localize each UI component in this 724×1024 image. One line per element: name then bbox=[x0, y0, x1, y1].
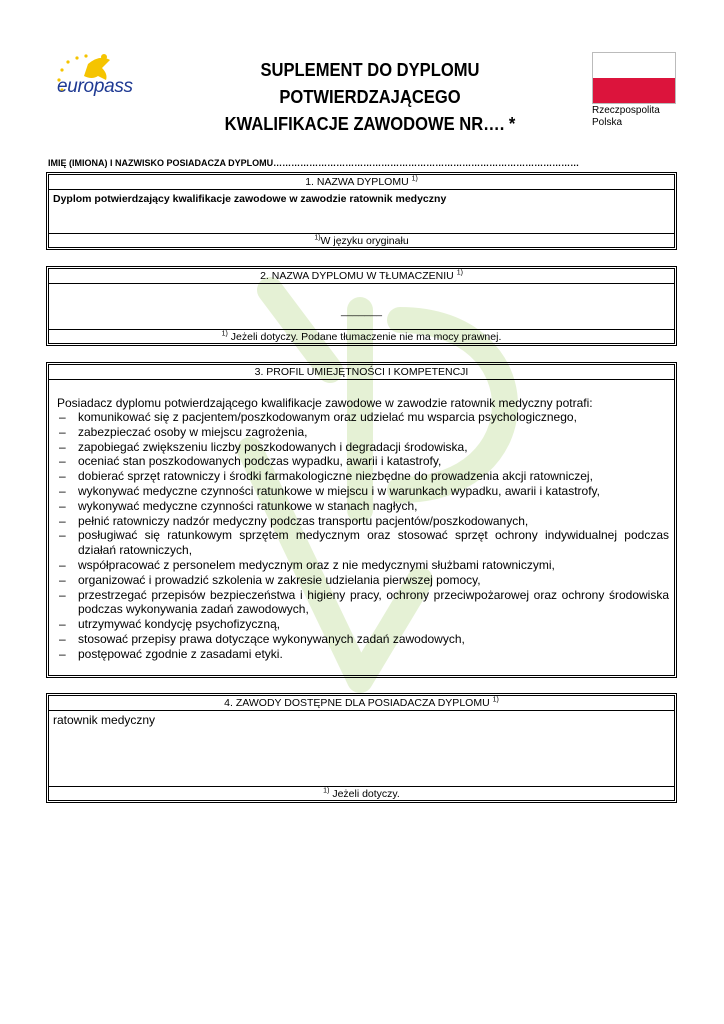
document-title-line2: KWALIFIKACJE ZAWODOWE NR…. * bbox=[224, 114, 516, 134]
document-title bbox=[177, 57, 563, 138]
section-footnote bbox=[49, 329, 674, 343]
footnote-text: W języku oryginału bbox=[320, 235, 409, 247]
section-title: 1. NAZWA DYPLOMU bbox=[305, 176, 409, 188]
occupation-name: ratownik medyczny bbox=[53, 713, 156, 727]
skills-list bbox=[57, 410, 669, 662]
diploma-name: Dyplom potwierdzający kwalifikacje zawodowe w zawodzie ratownik medyczny bbox=[53, 193, 447, 205]
section-diploma-translation bbox=[46, 266, 677, 346]
list-item: – pełnić ratowniczy nadzór medyczny podczas transportu pacjentów/poszkodowanych, bbox=[57, 514, 669, 529]
footnote-text: Jeżeli dotyczy. Podane tłumaczenie nie ma mocy prawnej. bbox=[230, 331, 502, 343]
list-item: – dobierać sprzęt ratowniczy i środki farmakologiczne niezbędne do prowadzenia akcji ratowniczej, bbox=[57, 469, 669, 484]
list-item: – posługiwać się ratunkowym sprzętem medycznym oraz stosować sprzęt ochrony indywidualnej podczas działań ratowniczych, bbox=[57, 528, 669, 558]
list-item: – wykonywać medyczne czynności ratunkowe w miejscu i w warunkach wypadku, awarii i katastrofy, bbox=[57, 484, 669, 499]
footnote-ref: 1) bbox=[456, 269, 463, 277]
section-title: 2. NAZWA DYPLOMU W TŁUMACZENIU bbox=[260, 270, 454, 282]
list-item: – stosować przepisy prawa dotyczące wykonywanych zadań zawodowych, bbox=[57, 632, 669, 647]
skills-intro: Posiadacz dyplomu potwierdzającego kwalifikacje zawodowe w zawodzie ratownik medyczny potrafi: bbox=[57, 396, 593, 410]
document-title-line1: SUPLEMENT DO DYPLOMU POTWIERDZAJĄCEGO bbox=[260, 60, 480, 107]
section-header bbox=[49, 696, 674, 711]
list-item: – organizować i prowadzić szkolenia w zakresie udzielania pierwszej pomocy, bbox=[57, 573, 669, 588]
europass-logo-text: europass bbox=[57, 76, 133, 97]
translation-placeholder: _______ bbox=[341, 305, 382, 317]
list-item: – wykonywać medyczne czynności ratunkowe w stanach nagłych, bbox=[57, 499, 669, 514]
footnote-text: Jeżeli dotyczy. bbox=[332, 788, 400, 800]
list-item: – oceniać stan poszkodowanych podczas wypadku, awarii i katastrofy, bbox=[57, 454, 669, 469]
footnote-ref: 1) bbox=[492, 696, 499, 704]
country-line2: Polska bbox=[592, 117, 623, 128]
list-item: – komunikować się z pacjentem/poszkodowanym oraz udzielać mu wsparcia psychologicznego, bbox=[57, 410, 669, 425]
section-header bbox=[49, 269, 674, 284]
section-diploma-name bbox=[46, 172, 677, 250]
footnote-marker: 1) bbox=[221, 330, 228, 338]
section-available-occupations bbox=[46, 693, 677, 803]
section-title: 4. ZAWODY DOSTĘPNE DLA POSIADACZA DYPLOMU bbox=[224, 697, 490, 709]
list-item: – postępować zgodnie z zasadami etyki. bbox=[57, 647, 669, 662]
footnote-ref: 1) bbox=[411, 175, 418, 183]
section-footnote bbox=[49, 786, 674, 800]
list-item: – przestrzegać przepisów bezpieczeństwa i higieny pracy, ochrony przeciwpożarowej oraz ochrony środowiska podczas wykonywania zadań zawodowych, bbox=[57, 588, 669, 618]
section-header: 3. PROFIL UMIEJĘTNOŚCI I KOMPETENCJI bbox=[49, 365, 674, 380]
section-skills-profile bbox=[46, 362, 677, 678]
list-item: – współpracować z personelem medycznym oraz z nie medycznymi służbami ratowniczymi, bbox=[57, 558, 669, 573]
section-footnote bbox=[49, 233, 674, 247]
footnote-marker: 1) bbox=[323, 787, 330, 795]
list-item: – zapobiegać zwiększeniu liczby poszkodowanych i degradacji środowiska, bbox=[57, 440, 669, 455]
footnote-marker: 1) bbox=[314, 234, 321, 242]
list-item: – zabezpieczać osoby w miejscu zagrożenia, bbox=[57, 425, 669, 440]
list-item: – utrzymywać kondycję psychofizyczną, bbox=[57, 617, 669, 632]
section-header bbox=[49, 175, 674, 190]
polish-flag-icon bbox=[592, 52, 676, 104]
holder-name-label: IMIĘ (IMIONA) I NAZWISKO POSIADACZA DYPLOMU………………………………………………………………………………………… bbox=[48, 158, 580, 168]
country-name bbox=[592, 105, 660, 129]
country-line1: Rzeczpospolita bbox=[592, 105, 660, 116]
